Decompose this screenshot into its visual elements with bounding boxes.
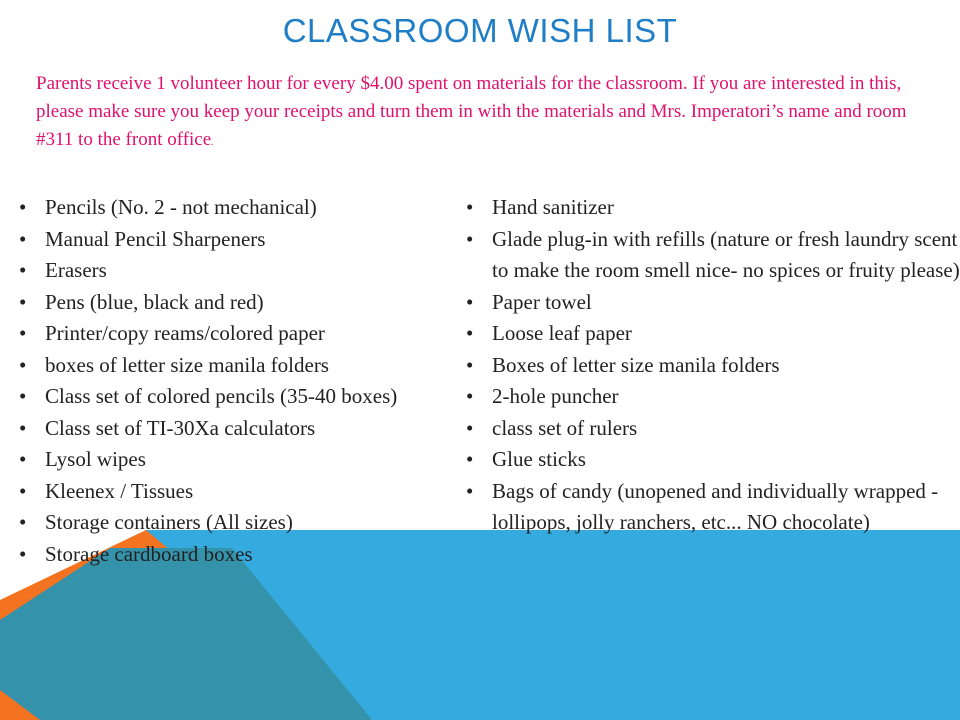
list-item: • Manual Pencil Sharpeners bbox=[18, 224, 438, 256]
list-item: • Printer/copy reams/colored paper bbox=[18, 318, 438, 350]
list-item: • Class set of TI-30Xa calculators bbox=[18, 413, 438, 445]
list-item: • Bags of candy (unopened and individually wrapped - lollipops, jolly ranchers, etc... NO chocolate) bbox=[465, 476, 960, 539]
list-item: • Loose leaf paper bbox=[465, 318, 960, 350]
list-item: • Storage containers (All sizes) bbox=[18, 507, 438, 539]
list-item: • 2-hole puncher bbox=[465, 381, 960, 413]
list-item: • Pencils (No. 2 - not mechanical) bbox=[18, 192, 438, 224]
page-title: CLASSROOM WISH LIST bbox=[282, 12, 678, 49]
list-item: • Kleenex / Tissues bbox=[18, 476, 438, 508]
wish-list-right bbox=[465, 192, 960, 539]
list-item: • Pens (blue, black and red) bbox=[18, 287, 438, 319]
list-item: • Class set of colored pencils (35-40 boxes) bbox=[18, 381, 438, 413]
list-item: • Storage cardboard boxes bbox=[18, 539, 438, 571]
wish-list-left bbox=[18, 192, 438, 570]
list-item: • boxes of letter size manila folders bbox=[18, 350, 438, 382]
intro-end-punctuation: . bbox=[211, 137, 214, 147]
list-item: • Hand sanitizer bbox=[465, 192, 960, 224]
intro-text: Parents receive 1 volunteer hour for every $4.00 spent on materials for the classroom. If you are interested in this, please make sure you keep your receipts and turn them in with the materials and Mrs. Imperatori’s name and room #311 to the front office bbox=[36, 73, 907, 150]
list-item: • Glue sticks bbox=[465, 444, 960, 476]
list-item: • Erasers bbox=[18, 255, 438, 287]
list-item: • Lysol wipes bbox=[18, 444, 438, 476]
list-item: • class set of rulers bbox=[465, 413, 960, 445]
list-item: • Boxes of letter size manila folders bbox=[465, 350, 960, 382]
intro-paragraph bbox=[36, 70, 936, 156]
list-item: • Glade plug-in with refills (nature or fresh laundry scent to make the room smell nice- no spices or fruity please) bbox=[465, 224, 960, 287]
list-item: • Paper towel bbox=[465, 287, 960, 319]
